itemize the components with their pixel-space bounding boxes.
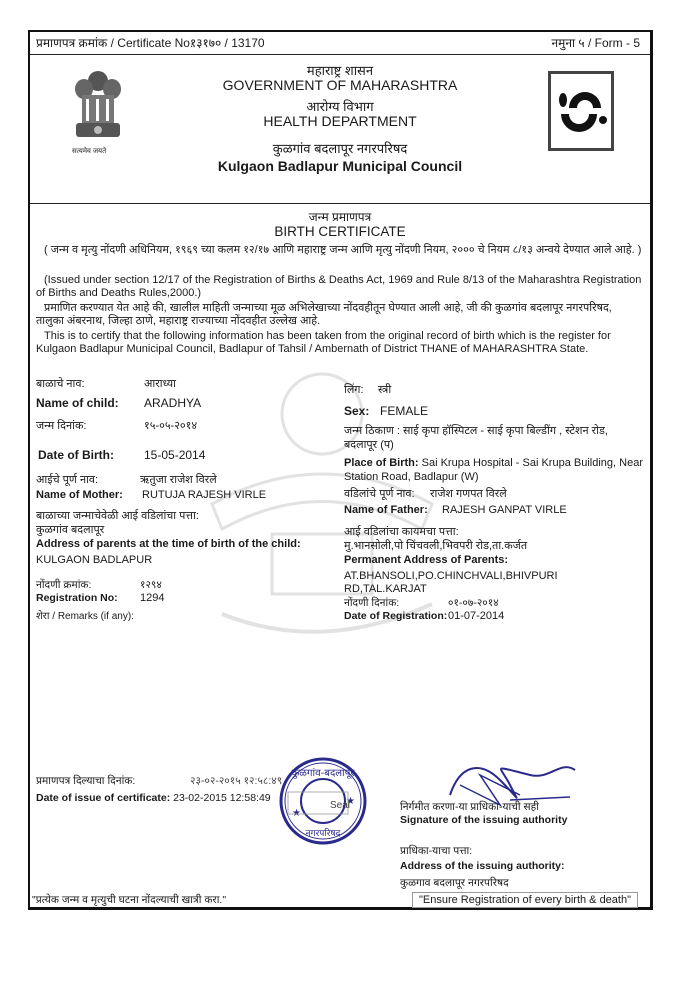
mother-name: RUTUJA RAJESH VIRLE	[142, 489, 267, 501]
state-name-marathi: महाराष्ट्र शासन	[306, 63, 374, 78]
issue-date-label: Date of issue of certificate:	[36, 792, 171, 804]
birth-address-label-marathi: बाळाच्या जन्माचेवेळी आई वडिलांचा पत्ता:	[36, 510, 199, 522]
issue-date-label-marathi: प्रमाणपत्र दिल्याचा दिनांक:	[36, 775, 136, 787]
child-name-marathi: आराध्या	[144, 378, 176, 390]
signature-label: Signature of the issuing authority	[400, 814, 568, 826]
header	[30, 55, 650, 204]
certify-statement: This is to certify that the following information has been taken from the original record of birth which is the register for Kulgaon Badlapur Municipal Council, Badlapur of Tahsil / Ambernath of District THANE of MAHARASHTRA State.	[36, 330, 611, 355]
certificate-no-label: प्रमाणपत्र क्रमांक / Certificate No.	[36, 36, 194, 50]
father-label-marathi: वडिलांचे पूर्ण नाव:	[344, 488, 415, 500]
registration-date-label: Date of Registration:	[344, 610, 448, 622]
dob-label: Date of Birth:	[38, 448, 114, 462]
place-of-birth-marathi	[344, 424, 644, 452]
mother-label: Name of Mother:	[36, 489, 123, 501]
permanent-address-label-marathi: आई वडिलांचा कायमचा पत्ता:	[344, 526, 459, 538]
sex: FEMALE	[380, 404, 429, 418]
svg-text:कुळगांव-बदलापूर: कुळगांव-बदलापूर	[291, 768, 355, 779]
issue-date-value: 23-02-2015 12:58:49	[173, 792, 271, 804]
sex-label-marathi: लिंग:	[344, 384, 364, 396]
slogan: "Ensure Registration of every birth & death"	[412, 892, 638, 908]
authority-address: कुळगाव बदलापूर नगरपरिषद	[400, 877, 509, 889]
health-department-logo-icon	[548, 71, 614, 151]
father-name: RAJESH GANPAT VIRLE	[442, 504, 567, 516]
svg-text:★: ★	[292, 808, 301, 819]
permanent-address: AT.BHANSOLI,PO.CHINCHVALI,BHIVPURI RD,TAL.KARJAT	[344, 570, 558, 595]
department-marathi: आरोग्य विभाग	[306, 99, 374, 114]
place-label: Place of Birth:	[344, 457, 419, 469]
svg-text:★: ★	[346, 796, 355, 807]
department-name: HEALTH DEPARTMENT	[263, 113, 417, 129]
certificate-title-marathi: जन्म प्रमाणपत्र	[308, 210, 372, 224]
child-name-label-marathi: बाळाचे नाव:	[36, 378, 85, 390]
registration-no: 1294	[140, 592, 165, 604]
certificate-no-value: १३१७० / 13170	[190, 36, 265, 50]
signature-label-marathi: निर्गमीत करणा-या प्राधिका-याची सही	[400, 801, 539, 813]
registration-date-marathi: ०१-०७-२०१४	[448, 597, 499, 609]
dob-marathi: १५-०५-२०१४	[144, 420, 198, 432]
certificate-title: BIRTH CERTIFICATE	[274, 224, 406, 239]
registration-no-marathi: १२९४	[140, 579, 162, 591]
authority-address-label: Address of the issuing authority:	[400, 860, 565, 872]
form-number: नमुना ५ / Form - 5	[551, 36, 640, 50]
birth-address: KULGAON BADLAPUR	[36, 554, 153, 566]
birth-address-marathi: कुळगांव बदलापूर	[36, 524, 105, 536]
issue-date-marathi: २३-०२-२०१५ १२:५८:४९	[190, 775, 283, 787]
council-marathi: कुळगांव बदलापूर नगरपरिषद	[272, 141, 408, 156]
place-value: Sai Krupa Hospital - Sai Krupa Building, Near Station Road, Badlapur (W)	[344, 457, 643, 483]
emblem-caption: सत्यमेव जयते	[72, 148, 107, 155]
official-seal-icon	[278, 756, 368, 846]
council-name: Kulgaon Badlapur Municipal Council	[217, 158, 463, 174]
issue-date	[36, 792, 271, 804]
permanent-address-marathi: मु.भानसोली,पो चिंचवली,भिवपरी रोड,ता.कर्जत	[344, 540, 528, 552]
svg-text:Seal: Seal	[330, 800, 351, 811]
svg-text:नगरपरिषद: नगरपरिषद	[305, 829, 341, 839]
registration-date: 01-07-2014	[448, 610, 505, 622]
remarks-label: शेरा / Remarks (if any):	[36, 611, 134, 622]
place-marathi: साई कृपा हॉस्पिटल - साई कृपा बिल्डींग , स्टेशन रोड, बदलापूर (प)	[344, 425, 608, 451]
mother-label-marathi: आईचे पूर्ण नाव:	[36, 474, 99, 486]
state-name: GOVERNMENT OF MAHARASHTRA	[222, 77, 458, 93]
sex-marathi: स्त्री	[378, 384, 392, 396]
certificate-number-bar	[30, 32, 650, 55]
permanent-address-label: Permanent Address of Parents:	[344, 554, 509, 566]
mother-marathi: ऋतुजा राजेश विरले	[140, 474, 217, 486]
registration-no-label: Registration No:	[36, 592, 118, 604]
dob-label-marathi: जन्म दिनांक:	[36, 420, 87, 432]
registration-no-label-marathi: नोंदणी क्रमांक:	[36, 579, 92, 591]
dob: 15-05-2014	[144, 448, 206, 462]
footer	[30, 893, 650, 911]
sex-label: Sex:	[344, 404, 370, 418]
slogan-marathi: "प्रत्येक जन्म व मृत्युची घटना नोंदल्याची खात्री करा."	[32, 894, 227, 906]
birth-address-label: Address of parents at the time of birth of the child:	[36, 538, 301, 550]
authority-address-label-marathi: प्राधिका-याचा पत्ता:	[400, 845, 473, 857]
signature-icon	[440, 755, 580, 815]
registration-date-label-marathi: नोंदणी दिनांक:	[344, 597, 400, 609]
father-marathi: राजेश गणपत विरले	[430, 488, 507, 500]
certify-statement-marathi: प्रमाणित करण्यात येत आहे की, खालील माहिती जन्माच्या मूळ अभिलेखाच्या नोंदवहीतून घेण्यात आली आहे, जी की कुळगांव बदलापूर नगरपरिषद, तालुका अंबरनाथ, जिल्हा ठाणे, महाराष्ट्र राज्याच्या नोंदवहीत उल्लेख आहे.	[36, 302, 612, 327]
issued-under: (Issued under section 12/17 of the Registration of Births & Deaths Act, 1969 and Rule 8/13 of the Maharashtra Registration of Births and Deaths Rules,2000.)	[36, 274, 642, 299]
place-label-marathi: जन्म ठिकाण :	[344, 425, 400, 437]
place-of-birth	[344, 456, 644, 484]
issued-under-marathi: ( जन्म व मृत्यु नोंदणी अधिनियम, १९६९ च्या कलम १२/१७ आणि महाराष्ट्र जन्म आणि मृत्यु नोंदणी नियम, २००० चे नियम ८/१३ अन्वये देण्यात आले आहे. )	[44, 244, 642, 256]
child-name: ARADHYA	[144, 396, 202, 410]
father-label: Name of Father:	[344, 504, 428, 516]
child-name-label: Name of child:	[36, 396, 119, 410]
